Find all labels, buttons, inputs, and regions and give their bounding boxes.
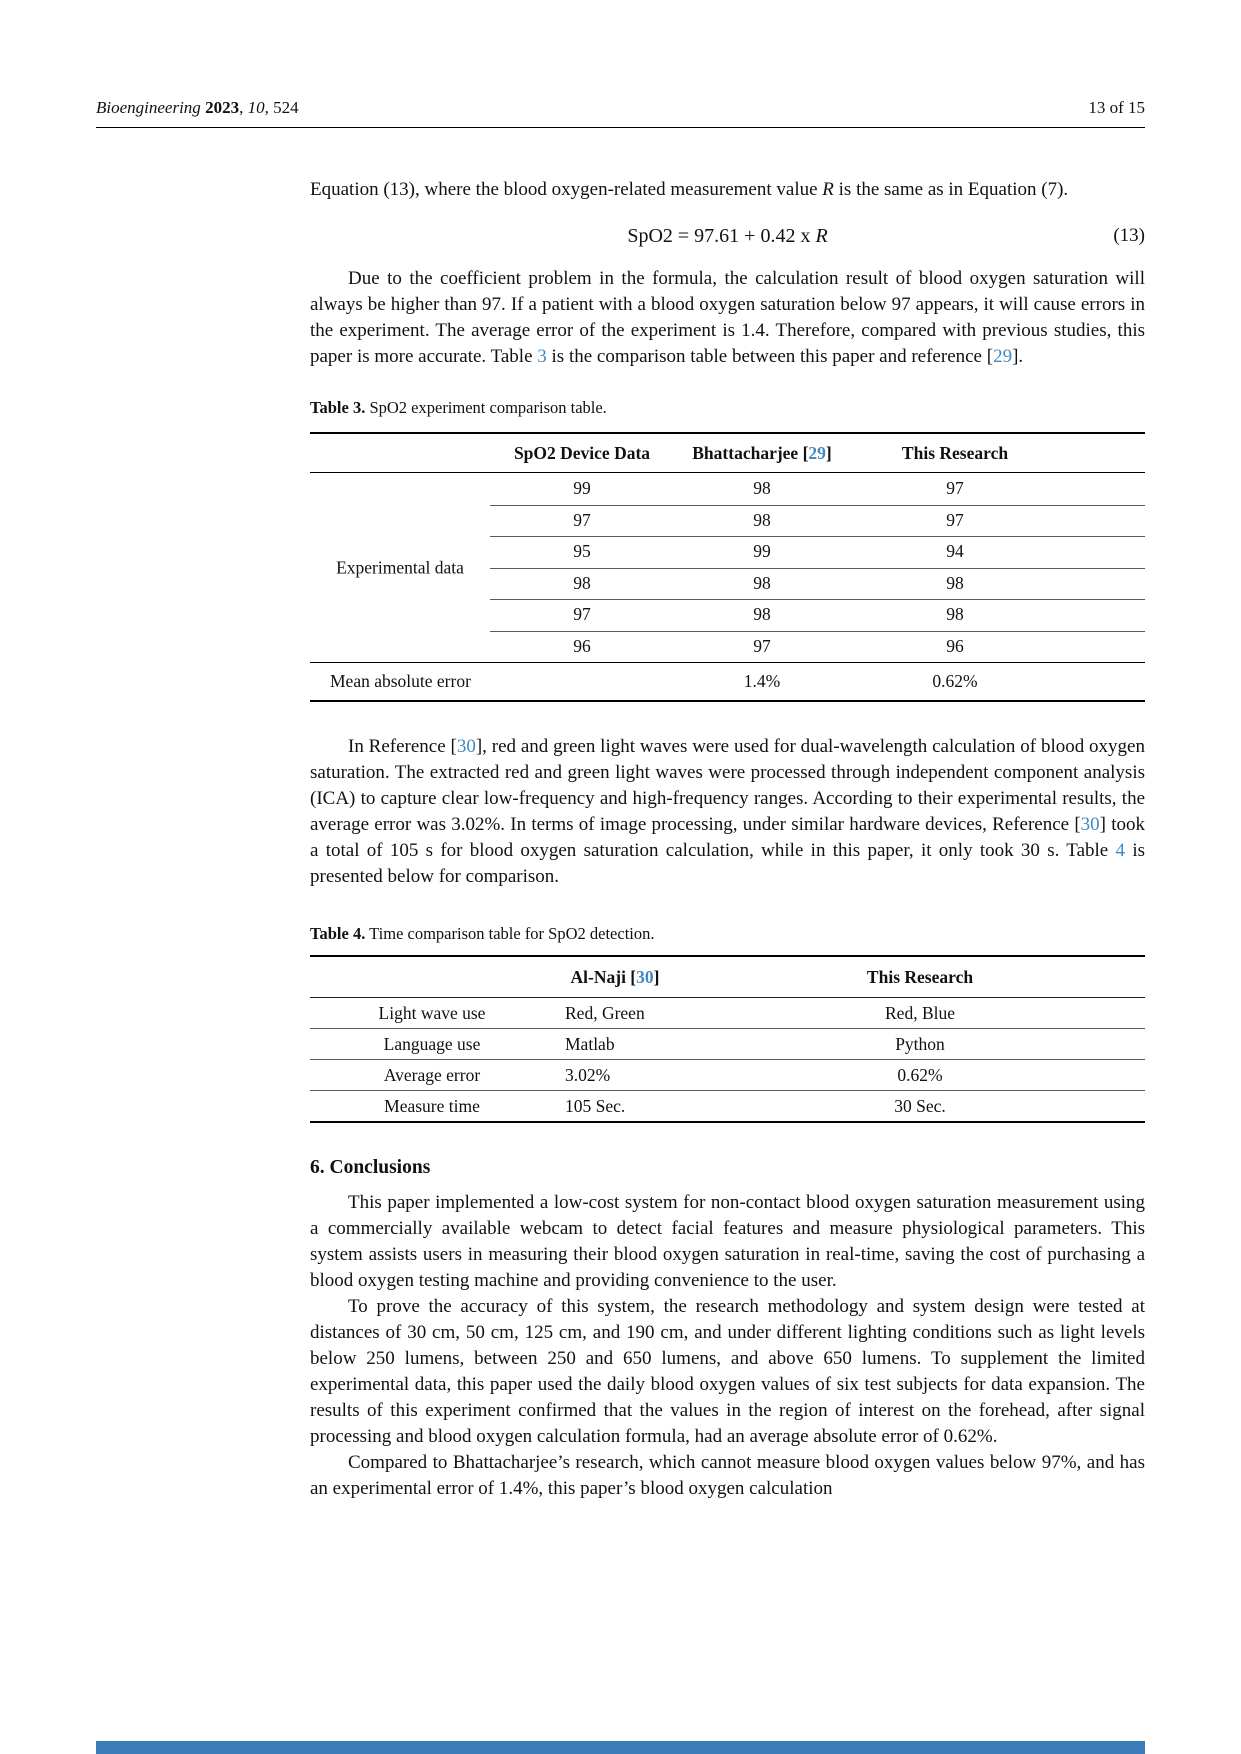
table4-data-row (310, 1060, 1145, 1091)
table3-data-row (310, 536, 1145, 568)
paragraph-due-coefficient (310, 266, 1145, 370)
table4-cell-alnaji: 3.02% (565, 1065, 611, 1085)
table4-header-row (310, 955, 1145, 998)
text-segment: is the comparison table between this paper and reference [ (546, 346, 994, 367)
text-segment: Bhattacharjee [ (692, 443, 809, 463)
page-number: 13 of 15 (1088, 98, 1145, 117)
text-segment: Bioengineering (96, 98, 206, 117)
table3-cell: 98 (946, 572, 964, 593)
bottom-blue-bar (96, 1741, 1145, 1754)
table4-cell-research: Red, Blue (885, 1003, 955, 1023)
paragraph-conclusion-2 (310, 1294, 1145, 1450)
table3-cell: 98 (753, 572, 771, 593)
paragraph-conclusion-3 (310, 1450, 1145, 1502)
table3-cell: 99 (573, 478, 591, 498)
reference-link[interactable]: 30 (1080, 814, 1100, 835)
equation-13 (310, 221, 1145, 251)
table4-data-row (310, 1029, 1145, 1060)
table4-row-label: Average error (383, 1065, 481, 1085)
paragraph-conclusion-1 (310, 1190, 1145, 1294)
table3-cell: 97 (573, 509, 591, 530)
table4-cell-alnaji: Matlab (565, 1034, 615, 1054)
table3-footer-bhatt: 1.4% (743, 671, 781, 691)
table3-cell: 98 (753, 604, 771, 624)
table3-cell: 97 (946, 509, 964, 530)
table3-cell: 96 (946, 635, 964, 656)
table3-cell: 97 (753, 635, 771, 656)
text-segment: R (815, 225, 828, 247)
table3-cell: 97 (946, 478, 964, 498)
reference-link[interactable]: 29 (993, 346, 1013, 367)
table4-header-alnaji (571, 957, 660, 997)
text-segment: is presented below for comparison. (310, 840, 1145, 887)
table3-data-row (310, 631, 1145, 663)
table4-cell-alnaji: 105 Sec. (565, 1096, 626, 1116)
table4-cell-research: 30 Sec. (894, 1096, 946, 1116)
reference-link[interactable]: 30 (636, 967, 654, 987)
table4-cell-research: Python (895, 1034, 945, 1054)
header-rule (96, 127, 1145, 128)
table3-footer-label: Mean absolute error (330, 671, 471, 691)
table3-caption (310, 397, 1145, 419)
reference-link[interactable]: 4 (1115, 840, 1126, 861)
text-segment: Al-Naji [ (570, 967, 637, 987)
paragraph-equation-intro (310, 177, 1145, 203)
table3-header-device: SpO2 Device Data (513, 443, 651, 463)
reference-link[interactable]: 30 (456, 736, 476, 757)
text-segment: ]. (1012, 346, 1024, 367)
text-segment: Equation (13), where the blood oxygen-related measurement value (310, 179, 823, 200)
table4-row-label: Language use (383, 1034, 481, 1054)
text-segment: SpO2 = 97.61 + 0.42 x (627, 225, 816, 247)
table3-cell: 94 (946, 541, 964, 561)
text-segment: This paper implemented a low-cost system for non-contact blood oxygen saturation measurement using a commercially available webcam to detect facial features and measure physiological parameters. This system assists users in measuring their blood oxygen saturation in real-time, saving the cost of purchasing a blood oxygen testing machine and providing convenience to the user. (310, 1192, 1145, 1291)
paragraph-reference30 (310, 734, 1145, 890)
table4-caption-text: Time comparison table for SpO2 detection. (365, 924, 655, 943)
journal-citation (96, 99, 299, 117)
table3-row-label: Experimental data (336, 557, 464, 577)
text-segment: Compared to Bhattacharjee’s research, which cannot measure blood oxygen values below 97%, and has an experimental error of 1.4%, this paper’s blood oxygen calculation (310, 1452, 1145, 1499)
text-segment: In Reference [ (348, 736, 457, 757)
table3-cell: 98 (573, 572, 591, 593)
table3-header-research: This Research (901, 443, 1009, 463)
table4-data-row (310, 998, 1145, 1029)
table4-cell-alnaji: Red, Green (565, 1003, 645, 1023)
table4-row-label: Measure time (384, 1096, 480, 1116)
text-segment: , 524 (264, 98, 299, 117)
table4-header-research: This Research (866, 967, 974, 987)
table3-cell: 98 (753, 478, 771, 498)
table3-body (310, 473, 1145, 662)
text-segment: ] (825, 443, 832, 463)
conclusions-heading: 6. Conclusions (310, 1157, 431, 1178)
reference-link[interactable]: 29 (808, 443, 826, 463)
table4-rows (310, 998, 1145, 1123)
table3-cell: 98 (946, 604, 964, 624)
table3-data-row (310, 568, 1145, 600)
table3-cell: 95 (573, 541, 591, 561)
table3-cell: 99 (753, 541, 771, 561)
table4-caption-label: Table 4. (310, 924, 366, 943)
equation-text (627, 225, 827, 247)
table3-footer-row (310, 662, 1145, 702)
text-segment: ] (653, 967, 660, 987)
table4-caption (310, 923, 1145, 945)
text-segment: R (822, 179, 834, 200)
text-segment: is the same as in Equation (7). (833, 179, 1069, 200)
table3-data-row (310, 473, 1145, 505)
equation-number: (13) (1113, 225, 1145, 246)
table3-data-row (310, 599, 1145, 631)
text-segment: , (239, 98, 248, 117)
reference-link[interactable]: 3 (537, 346, 547, 367)
table3-cell: 98 (753, 509, 771, 530)
table3-caption-text: SpO2 experiment comparison table. (365, 398, 607, 417)
body-column (310, 177, 1145, 1502)
table3 (310, 432, 1145, 702)
text-segment: Due to the coefficient problem in the formula, the calculation result of blood oxygen saturation will always be higher than 97. If a patient with a blood oxygen saturation below 97 appears, it will cause errors in the experiment. The average error of the experiment is 1.4. Therefore, compared with previous studies, this paper is more accurate. Table (310, 268, 1145, 367)
table3-cell: 96 (573, 635, 591, 656)
table3-cell: 97 (573, 604, 591, 624)
table3-rows (310, 473, 1145, 662)
table3-caption-label: Table 3. (310, 398, 366, 417)
table3-header-bhattacharjee (692, 434, 831, 472)
table4-row-label: Light wave use (378, 1003, 486, 1023)
table3-data-row (310, 505, 1145, 537)
text-segment: To prove the accuracy of this system, the research methodology and system design were tested at distances of 30 cm, 50 cm, 125 cm, and 190 cm, and under different lighting conditions such as light levels below 250 lumens, between 250 and 650 lumens, and above 650 lumens. To supplement the limited experimental data, this paper used the daily blood oxygen values of six test subjects for data expansion. The results of this experiment confirmed that the values in the region of interest on the forehead, after signal processing and blood oxygen calculation formula, had an average absolute error of 0.62%. (310, 1296, 1145, 1447)
text-segment: ], red and green light waves were used for dual-wavelength calculation of blood oxygen saturation. The extracted red and green light waves were processed through independent component analysis (ICA) to capture clear low-frequency and high-frequency ranges. According to their experimental results, the average error was 3.02%. In terms of image processing, under similar hardware devices, Reference [ (310, 736, 1145, 835)
table3-header-row (310, 432, 1145, 473)
table4-cell-research: 0.62% (897, 1065, 943, 1085)
table4-data-row (310, 1091, 1145, 1123)
text-segment: 10 (247, 98, 265, 117)
table4 (310, 955, 1145, 1123)
page-header (96, 99, 1145, 117)
table3-footer-research: 0.62% (932, 671, 978, 691)
text-segment: 2023 (205, 98, 240, 117)
text-segment: ] took a total of 105 s for blood oxygen saturation calculation, while in this paper, it only took 30 s. Table (310, 814, 1145, 861)
